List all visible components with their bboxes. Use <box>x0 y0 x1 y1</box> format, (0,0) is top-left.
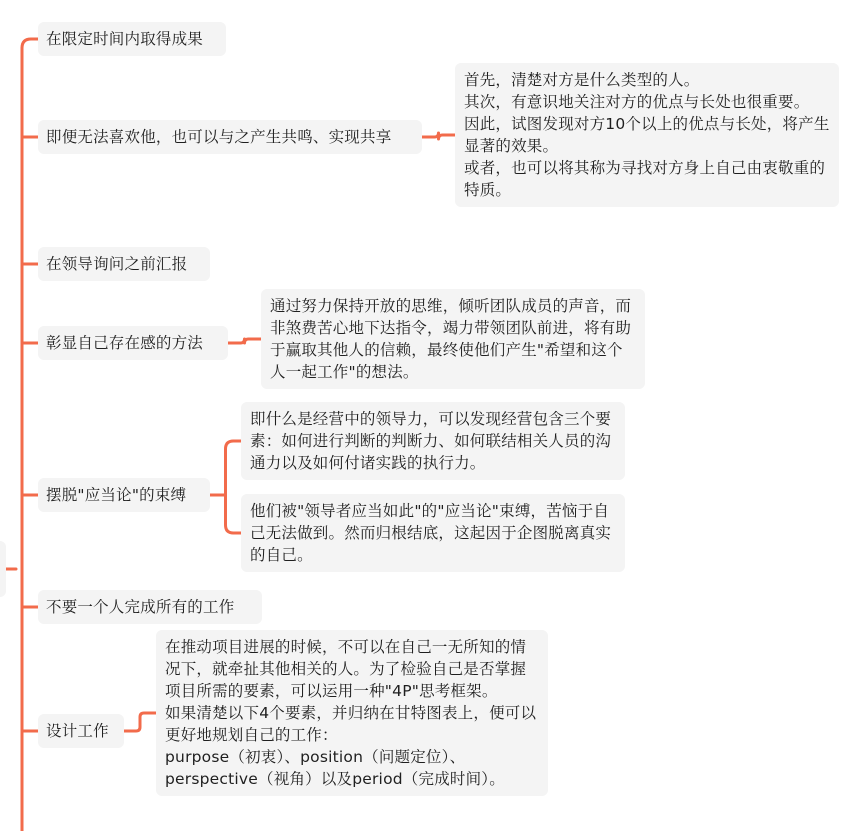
note-understand-others[interactable]: 首先，清楚对方是什么类型的人。 其次，有意识地关注对方的优点与长处也很重要。 因此，试图发现对方10个以上的优点与长处，将产生显著的效果。 或者，也可以将其称为寻找对方身上自己由衷敬重的特质。 <box>455 63 839 207</box>
topic-show-presence[interactable]: 彰显自己存在感的方法 <box>38 326 228 360</box>
topic-design-work[interactable]: 设计工作 <box>38 714 124 748</box>
topic-deliver-results-in-time[interactable]: 在限定时间内取得成果 <box>38 22 226 56</box>
note-link-n1 <box>422 133 455 139</box>
note-link-n2 <box>228 339 261 343</box>
note-open-mind-leadership[interactable]: 通过努力保持开放的思维，倾听团队成员的声音，而非煞费苦心地下达指令，竭力带领团队前进，将有助于赢取其他人的信赖，最终使他们产生"希望和这个人一起工作"的想法。 <box>261 289 645 389</box>
root-topic-stub[interactable] <box>0 541 6 597</box>
note-should-theory-bind[interactable]: 他们被"领导者应当如此"的"应当论"束缚，苦恼于自己无法做到。然而归根结底，这起因于企图脱离真实的自己。 <box>241 494 625 572</box>
note-link-bracket-t5 <box>226 441 234 533</box>
note-link-n5 <box>124 713 156 731</box>
topic-resonate-and-share[interactable]: 即便无法喜欢他，也可以与之产生共鸣、实现共享 <box>38 120 422 154</box>
topic-report-before-asked[interactable]: 在领导询问之前汇报 <box>38 247 210 281</box>
topic-dont-do-everything-alone[interactable]: 不要一个人完成所有的工作 <box>38 590 262 624</box>
note-4p-framework[interactable]: 在推动项目进展的时候，不可以在自己一无所知的情况下，就牵扯其他相关的人。为了检验自己是否掌握项目所需的要素，可以运用一种"4P"思考框架。 如果清楚以下4个要素，并归纳在甘特图表上，便可以更好地规划自己的工作： purpose（初衷）、position（问题定位）、perspective（视角）以及period（完成时间）。 <box>156 630 548 796</box>
branch-t1 <box>22 39 38 48</box>
note-three-elements[interactable]: 即什么是经营中的领导力，可以发现经营包含三个要素：如何进行判断的判断力、如何联结相关人员的沟通力以及如何付诸实践的执行力。 <box>241 402 625 480</box>
topic-escape-should-theory[interactable]: 摆脱"应当论"的束缚 <box>38 478 210 512</box>
